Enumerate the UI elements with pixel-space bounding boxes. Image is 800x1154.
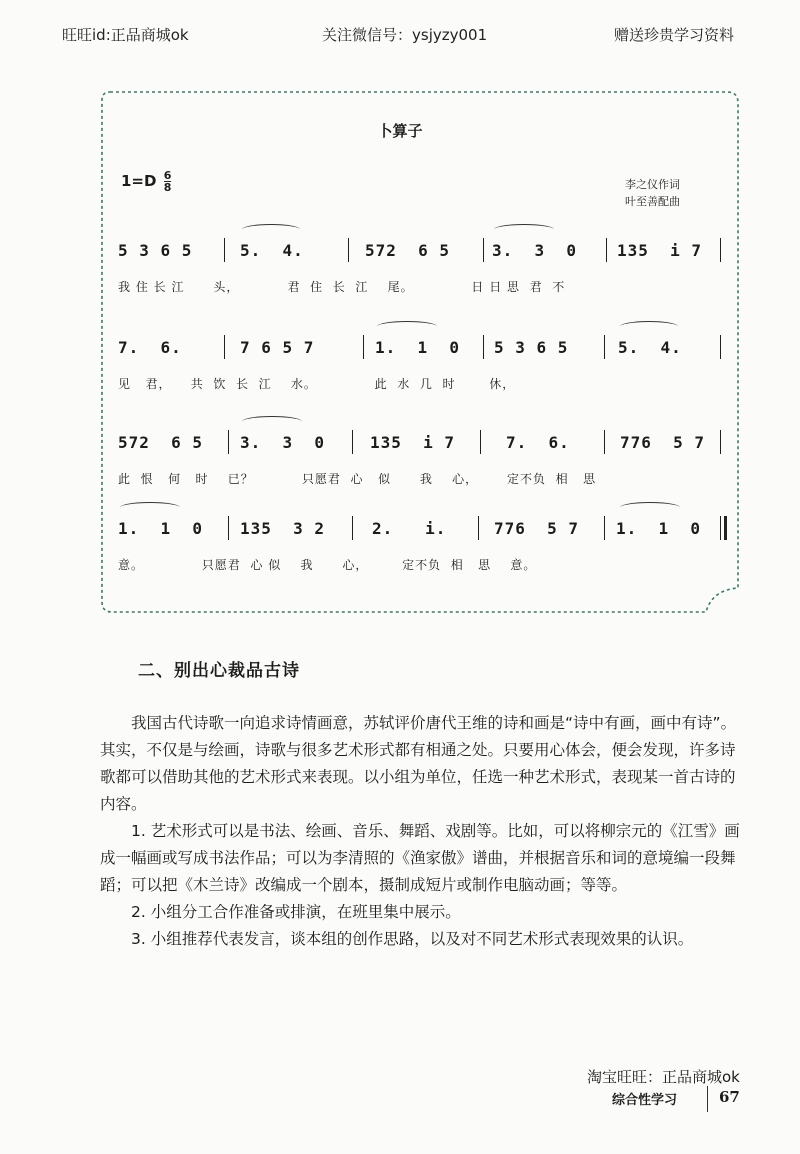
final-barline xyxy=(724,516,727,540)
measure: 776 5 7 xyxy=(494,519,580,538)
measure: 572 6 5 xyxy=(118,433,204,452)
barline xyxy=(483,238,484,262)
measure: 135 i 7 xyxy=(370,433,456,452)
measure: 776 5 7 xyxy=(620,433,706,452)
measure: 7. 6. xyxy=(506,433,570,452)
page-number: 67 xyxy=(719,1088,740,1106)
barline xyxy=(228,430,229,454)
barline xyxy=(604,430,605,454)
measure: 3. 3 0 xyxy=(240,433,326,452)
barline xyxy=(480,430,481,454)
slur xyxy=(620,321,678,332)
barline xyxy=(606,238,607,262)
lyrics-line: 我 住 长 江 头， 君 住 长 江 尾。 日 日 思 君 不 xyxy=(118,280,566,294)
watermark-right: 赠送珍贵学习资料 xyxy=(614,26,735,44)
measure: 135 i 7 xyxy=(617,241,703,260)
barline xyxy=(224,238,225,262)
footer-section-name: 综合性学习 xyxy=(612,1093,678,1108)
barline xyxy=(478,516,479,540)
slur xyxy=(120,502,180,513)
paragraph-item-2: 2. 小组分工合作准备或排演，在班里集中展示。 xyxy=(131,903,461,921)
key-signature xyxy=(121,170,171,193)
section-heading: 二、别出心裁品古诗 xyxy=(138,661,300,681)
paragraph-item-1: 1. 艺术形式可以是书法、绘画、音乐、舞蹈、戏剧等。比如，可以将柳宗元的《江雪》画成一幅画或写成书法作品；可以为李清照的《渔家傲》谱曲，并根据音乐和词的意境编一段舞蹈；可以把《木兰诗》改编成一个剧本，摄制成短片或制作电脑动画；等等。 xyxy=(100,822,740,894)
measure: 1. 1 0 xyxy=(616,519,702,538)
paragraph-intro: 我国古代诗歌一向追求诗情画意，苏轼评价唐代王维的诗和画是“诗中有画，画中有诗”。其实，不仅是与绘画，诗歌与很多艺术形式都有相通之处。只要用心体会，便会发现，许多诗歌都可以借助其他的艺术形式来表现。以小组为单位，任选一种艺术形式，表现某一首古诗的内容。 xyxy=(100,714,737,813)
slur xyxy=(620,502,680,513)
barline xyxy=(224,335,225,359)
barline xyxy=(720,335,721,359)
body-text xyxy=(100,710,750,953)
barline xyxy=(483,335,484,359)
barline xyxy=(348,238,349,262)
notation-line xyxy=(100,514,730,544)
measure: 2. i. xyxy=(372,519,447,538)
footer-divider xyxy=(707,1086,708,1112)
measure: 3. 3 0 xyxy=(492,241,578,260)
meter-numerator: 6 xyxy=(163,169,172,182)
barline xyxy=(604,516,605,540)
barline xyxy=(720,516,721,540)
measure: 1. 1 0 xyxy=(375,338,461,357)
meter-denominator: 8 xyxy=(163,181,172,194)
composer: 叶至善配曲 xyxy=(625,195,680,208)
slur xyxy=(242,224,300,235)
notation-line xyxy=(100,333,730,363)
credits xyxy=(625,176,680,210)
key-label: 1=D xyxy=(121,172,157,190)
barline xyxy=(352,430,353,454)
measure: 5 3 6 5 xyxy=(494,338,569,357)
notation-line xyxy=(100,428,730,458)
barline xyxy=(604,335,605,359)
watermark-left: 旺旺id:正品商城ok xyxy=(62,26,189,44)
barline xyxy=(720,238,721,262)
slur xyxy=(377,321,437,332)
lyrics-line: 意。 只愿君 心 似 我 心， 定不负 相 思 意。 xyxy=(118,558,537,572)
measure: 5. 4. xyxy=(240,241,304,260)
slur xyxy=(242,416,302,427)
song-title: 卜算子 xyxy=(377,122,423,140)
slur xyxy=(494,224,554,235)
paragraph-item-3: 3. 小组推荐代表发言，谈本组的创作思路，以及对不同艺术形式表现效果的认识。 xyxy=(131,930,694,948)
barline xyxy=(720,430,721,454)
measure: 1. 1 0 xyxy=(118,519,204,538)
measure: 135 3 2 xyxy=(240,519,326,538)
measure: 7. 6. xyxy=(118,338,182,357)
score-row-2 xyxy=(100,333,730,443)
notation-line xyxy=(100,236,730,266)
footer-watermark: 淘宝旺旺：正品商城ok xyxy=(587,1068,740,1086)
barline xyxy=(363,335,364,359)
lyricist: 李之仪作词 xyxy=(625,178,680,191)
time-signature xyxy=(164,170,172,193)
measure: 5. 4. xyxy=(618,338,682,357)
lyrics-line: 此 恨 何 时 已？ 只愿君 心 似 我 心， 定不负 相 思 xyxy=(118,472,597,486)
measure: 7 6 5 7 xyxy=(240,338,315,357)
score-row-4 xyxy=(100,514,730,624)
barline xyxy=(352,516,353,540)
barline xyxy=(228,516,229,540)
measure: 572 6 5 xyxy=(365,241,451,260)
lyrics-line: 见 君， 共 饮 长 江 水。 此 水 几 时 休， xyxy=(118,377,516,391)
measure: 5 3 6 5 xyxy=(118,241,193,260)
watermark-middle: 关注微信号：ysjyzy001 xyxy=(322,26,488,44)
